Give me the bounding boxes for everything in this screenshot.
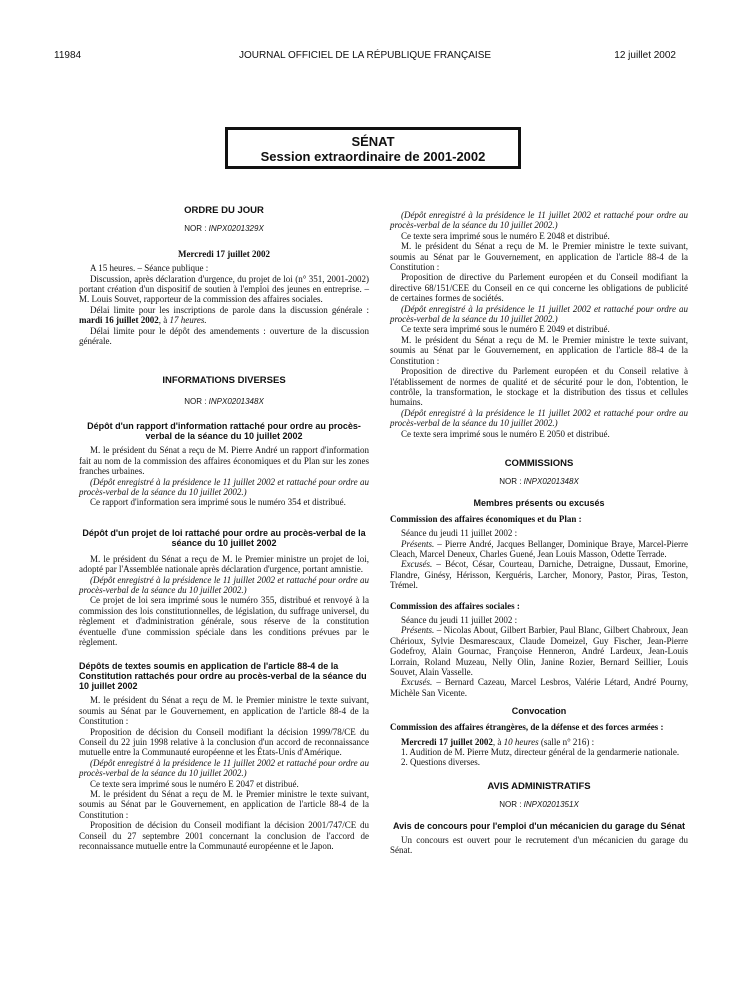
commissions-nor: NOR : INPX0201348X bbox=[499, 477, 579, 487]
seance-date: Séance du jeudi 11 juillet 2002 : bbox=[401, 615, 518, 625]
page-header bbox=[54, 50, 676, 64]
projet-loi-heading: Dépôt d'un projet de loi rattaché pour ordre au procès-verbal de la séance du 10 juillet 2002 bbox=[82, 527, 366, 548]
commission-eco-title: Commission des affaires économiques et du Plan : bbox=[390, 513, 582, 524]
info-nor: NOR : INPX0201348X bbox=[184, 396, 264, 406]
rapport-paragraph: M. le président du Sénat a reçu de M. Pierre André un rapport d'information fait au nom de la commission des affaires économiques et du Plan sur les zones franches urbaines. bbox=[79, 445, 369, 477]
rapport-paragraph: Ce rapport d'information sera imprimé sous le numéro 354 et distribué. bbox=[90, 497, 346, 508]
depots-paragraph: Proposition de décision du Conseil modifiant la décision 2001/747/CE du Conseil du 27 septembre 2001 concernant la conclusion de l'accord de reconnaissance mutuelle entre la Communauté européenne et le Japon. bbox=[79, 820, 369, 852]
depots-paragraph: M. le président du Sénat a reçu de M. le Premier ministre le texte suivant, soumis au Sénat par le Gouvernement, en application de l'article 88-4 de la Constitution : bbox=[79, 789, 369, 820]
ordre-paragraph: A 15 heures. – Séance publique : bbox=[90, 263, 209, 274]
presents-list: Présents. – Pierre André, Jacques Bellanger, Dominique Braye, Marcel-Pierre Cleach, Marcel Deneux, Charles Guené, Jean Louis Masson, Odette Terrade. bbox=[390, 538, 688, 559]
right-column bbox=[390, 210, 688, 856]
depots-paragraph: M. le président du Sénat a reçu de M. le Premier ministre le texte suivant, soumis au Sénat par le Gouvernement, en application de l'article 88-4 de la Constitution : bbox=[79, 695, 369, 727]
issue-date: 12 juillet 2002 bbox=[614, 50, 676, 61]
informations-heading: INFORMATIONS DIVERSES bbox=[162, 375, 286, 387]
title-senat: SÉNAT bbox=[351, 134, 395, 149]
ordre-nor: NOR : INPX0201329X bbox=[184, 224, 264, 234]
projet-loi-paragraph: M. le président du Sénat a reçu de M. le Premier ministre un projet de loi, adopté par l'Assemblée nationale après déclaration d'urgence, portant amnistie. bbox=[79, 553, 369, 575]
convocation-date: Mercredi 17 juillet 2002, à 10 heures (salle n° 216) : bbox=[401, 736, 595, 747]
depots-paragraph: M. le président du Sénat a reçu de M. le Premier ministre le texte suivant, soumis au Sénat par le Gouvernement, en application de l'article 88-4 de la Constitution : bbox=[390, 334, 688, 366]
projet-loi-paragraph: (Dépôt enregistré à la présidence le 11 juillet 2002 et rattaché pour ordre au procès-verbal de la séance du 10 juillet 2002.) bbox=[79, 574, 369, 595]
excuses-list: Excusés. – Bécot, César, Courteau, Darniche, Detraigne, Dussaut, Emorine, Flandre, Ginésy, Hérisson, Kerguéris, Larcher, Monory, Pastor, Piras, Teston, Trémel. bbox=[390, 559, 688, 591]
convocation-item: 2. Questions diverses. bbox=[401, 757, 480, 768]
avis-nor: NOR : INPX0201351X bbox=[499, 800, 579, 810]
avis-paragraph: Un concours est ouvert pour le recrutement d'un mécanicien du garage du Sénat. bbox=[390, 834, 688, 856]
rapport-heading: Dépôt d'un rapport d'information rattaché pour ordre au procès-verbal de la séance du 10 juillet 2002 bbox=[87, 421, 361, 442]
depots-paragraph: Proposition de directive du Parlement européen et du Conseil modifiant la directive 68/151/CEE du Conseil en ce qui concerne les obligations de publicité de certaines formes de sociétés. bbox=[390, 272, 688, 304]
depots-paragraph: (Dépôt enregistré à la présidence le 11 juillet 2002 et rattaché pour ordre au procès-verbal de la séance du 10 juillet 2002.) bbox=[390, 407, 688, 429]
depots-paragraph: Ce texte sera imprimé sous le numéro E 2050 et distribué. bbox=[401, 428, 610, 439]
title-box bbox=[225, 127, 521, 169]
convocation-item: 1. Audition de M. Pierre Mutz, directeur général de la gendarmerie nationale. bbox=[401, 747, 680, 758]
commission-sociales-title: Commission des affaires sociales : bbox=[390, 600, 520, 611]
depots-paragraph: (Dépôt enregistré à la présidence le 11 juillet 2002 et rattaché pour ordre au procès-verbal de la séance du 10 juillet 2002.) bbox=[390, 303, 688, 325]
depots-paragraph: (Dépôt enregistré à la présidence le 11 juillet 2002 et rattaché pour ordre au procès-verbal de la séance du 10 juillet 2002.) bbox=[390, 210, 688, 231]
convocation-heading: Convocation bbox=[511, 706, 567, 717]
avis-concours-heading: Avis de concours pour l'emploi d'un mécanicien du garage du Sénat bbox=[392, 820, 685, 831]
ordre-du-jour-heading: ORDRE DU JOUR bbox=[184, 205, 264, 216]
depots-paragraph: Proposition de décision du Conseil modifiant la décision 1999/78/CE du Conseil du 22 juin 1998 relative à la conclusion d'un accord de reconnaissance mutuelle entre la Communauté européenne et les États-Unis d'Amérique. bbox=[79, 726, 369, 758]
avis-heading: AVIS ADMINISTRATIFS bbox=[487, 780, 591, 792]
seance-date: Séance du jeudi 11 juillet 2002 : bbox=[401, 528, 518, 539]
presents-list: Présents. – Nicolas About, Gilbert Barbier, Paul Blanc, Gilbert Chabroux, Jean Chérioux, Sylvie Desmarescaux, Claude Domeizel, Guy Fischer, Jean-Pierre Godefroy, Alain Gournac, Françoise Henneron, André Lardeux, Jean-Louis Lorrain, Roland Muzeau, Nelly Olin, Janine Rozier, Bernard Seillier, Louis Souvet, Alain Vasselle. bbox=[390, 625, 688, 678]
depots-textes-heading: Dépôts de textes soumis en application de l'article 88-4 de la Constitution rattachés pour ordre au procès-verbal de la séance du 10 juillet 2002 bbox=[79, 661, 367, 692]
ordre-paragraph: Délai limite pour le dépôt des amendements : ouverture de la discussion générale. bbox=[79, 325, 369, 347]
journal-title: JOURNAL OFFICIEL DE LA RÉPUBLIQUE FRANÇAISE bbox=[238, 50, 492, 61]
excuses-list: Excusés. – Bernard Cazeau, Marcel Lesbros, Valérie Létard, André Pourny, Michèle San Vicente. bbox=[390, 677, 688, 698]
left-column bbox=[79, 206, 369, 851]
commission-etrangeres-title: Commission des affaires étrangères, de la défense et des forces armées : bbox=[390, 722, 664, 733]
ordre-paragraph: Discussion, après déclaration d'urgence, du projet de loi (n° 351, 2001-2002) portant création d'un dispositif de soutien à l'emploi des jeunes en entreprise. – M. Louis Souvet, rapporteur de la commission des affaires sociales. bbox=[79, 273, 369, 305]
ordre-paragraph: Délai limite pour les inscriptions de parole dans la discussion générale : mardi 16 juillet 2002, à 17 heures. bbox=[79, 304, 369, 326]
projet-loi-paragraph: Ce projet de loi sera imprimé sous le numéro 355, distribué et renvoyé à la commission des lois constitutionnelles, de législation, du suffrage universel, du règlement et d'administration générale, sous réserve de la constitution éventuelle d'une commission spéciale dans les conditions prévues par le règlement. bbox=[79, 595, 369, 647]
depots-paragraph: Ce texte sera imprimé sous le numéro E 2048 et distribué. bbox=[401, 230, 610, 241]
rapport-paragraph: (Dépôt enregistré à la présidence le 11 juillet 2002 et rattaché pour ordre au procès-verbal de la séance du 10 juillet 2002.) bbox=[79, 476, 369, 497]
ordre-date: Mercredi 17 juillet 2002 bbox=[178, 248, 270, 259]
depots-paragraph: Proposition de directive du Parlement européen et du Conseil relative à l'établissement de normes de qualité et de sécurité pour le don, l'obtention, le contrôle, la transformation, le stockage et la distribution des tissus et cellules humains. bbox=[390, 366, 688, 408]
commissions-heading: COMMISSIONS bbox=[504, 457, 574, 469]
depots-paragraph: Ce texte sera imprimé sous le numéro E 2047 et distribué. bbox=[90, 778, 299, 789]
page-number: 11984 bbox=[54, 50, 82, 61]
depots-paragraph: Ce texte sera imprimé sous le numéro E 2049 et distribué. bbox=[401, 324, 610, 335]
depots-paragraph: (Dépôt enregistré à la présidence le 11 juillet 2002 et rattaché pour ordre au procès-verbal de la séance du 10 juillet 2002.) bbox=[79, 757, 369, 779]
membres-heading: Membres présents ou excusés bbox=[473, 497, 605, 508]
title-session: Session extraordinaire de 2001-2002 bbox=[260, 149, 486, 164]
depots-paragraph: M. le président du Sénat a reçu de M. le Premier ministre le texte suivant, soumis au Sénat par le Gouvernement, en application de l'article 88-4 de la Constitution : bbox=[390, 241, 688, 273]
